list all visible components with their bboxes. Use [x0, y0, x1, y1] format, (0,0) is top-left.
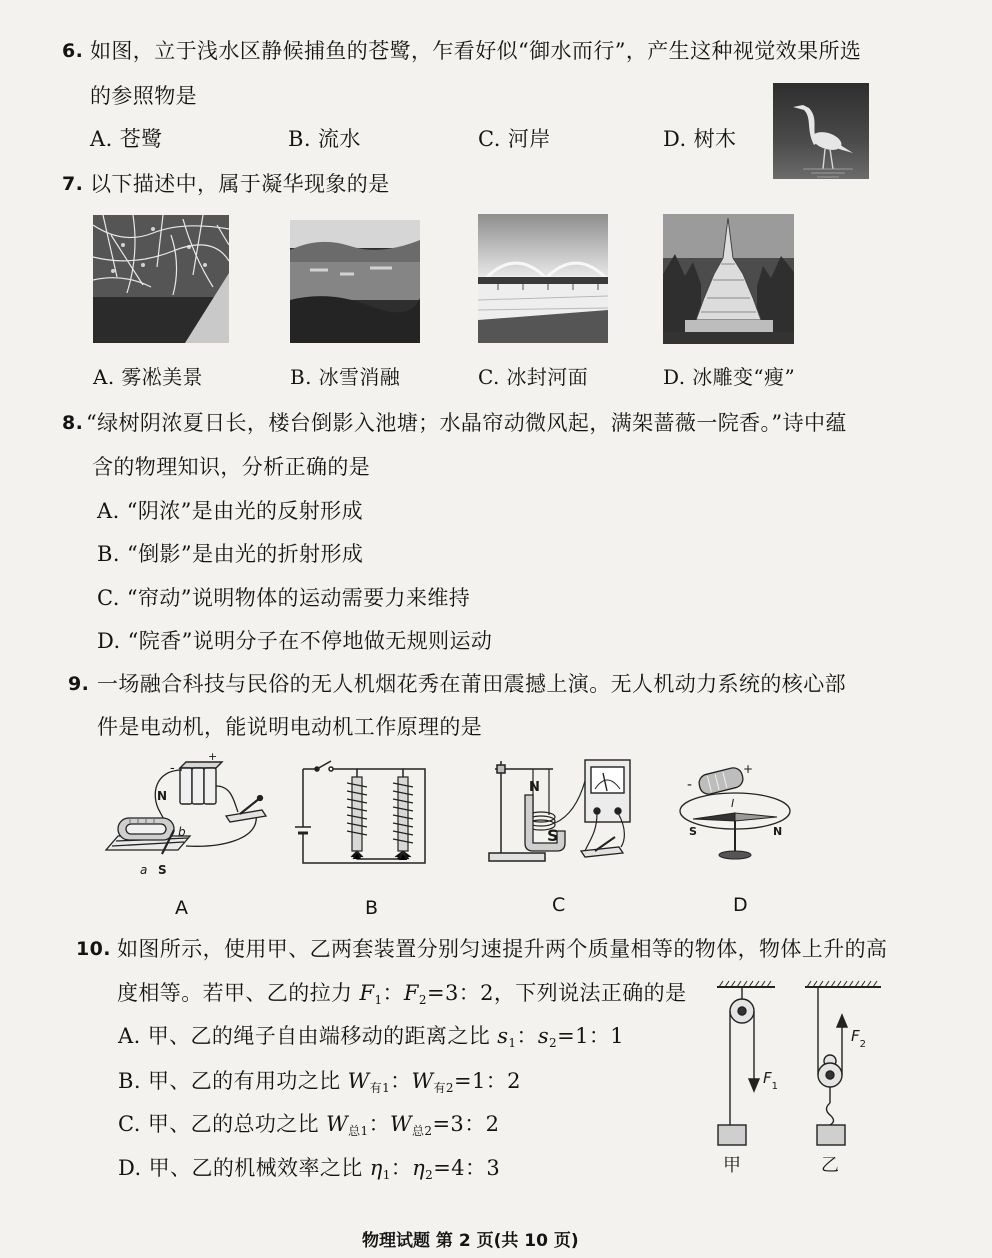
q10-option-a-var2: s — [537, 1024, 550, 1048]
q10-stem-line2-text: 度相等。若甲、乙的拉力 — [117, 981, 360, 1005]
q8-number: 8. — [62, 412, 84, 434]
galvanometer — [585, 760, 630, 822]
q8-stem-line1: “绿树阴浓夏日长，楼台倒影入池塘；水晶帘动微风起，满架蔷薇一院香。”诗中蕴 — [86, 411, 847, 435]
magnet-n-label: N — [529, 780, 540, 795]
load-block-yi — [817, 1125, 845, 1145]
battery-plus-label: + — [743, 762, 754, 776]
label-jia: 甲 — [723, 1155, 741, 1176]
q7-option-b: B. 冰雪消融 — [290, 365, 401, 389]
q10-stem-line2-tail: =3：2，下列说法正确的是 — [426, 981, 687, 1005]
compass-needle — [693, 813, 777, 859]
q10-number: 10. — [76, 938, 111, 960]
q10-stem-ratio-colon: ： — [382, 981, 404, 1005]
q10-option-d-colon: ： — [390, 1156, 413, 1180]
q10-option-b-sub1: 有1 — [369, 1081, 391, 1095]
q10-stem-force2-subscript: 2 — [418, 993, 427, 1007]
q10-option-a-text: A. 甲、乙的绳子自由端移动的距离之比 — [118, 1024, 498, 1048]
q6-stem-line1: 如图，立于浅水区静候捕鱼的苍鹭，乍看好似“御水而行”，产生这种视觉效果所选 — [90, 39, 862, 63]
q9-number: 9. — [68, 673, 90, 695]
q10-option-d-var2: η — [412, 1156, 426, 1180]
figure-d-oersted-experiment — [675, 755, 795, 870]
battery-plus-label: + — [208, 750, 218, 763]
q10-option-a-var1: s — [497, 1024, 509, 1048]
q10-option-d-value: =4：3 — [433, 1156, 501, 1180]
q6-option-c: C. 河岸 — [478, 127, 551, 151]
force-f2-label — [851, 1027, 866, 1050]
q7-number: 7. — [62, 173, 84, 195]
pulley-system-yi — [805, 981, 881, 1145]
q10-option-c-colon: ： — [368, 1112, 390, 1136]
q10-stem-force1-symbol: F — [359, 981, 375, 1005]
pulley-system-jia — [717, 981, 775, 1145]
switch — [315, 761, 333, 771]
melting-snow-photo — [290, 220, 420, 343]
q10-option-b-sub2: 有2 — [433, 1081, 454, 1095]
rod-end-a-label: a — [140, 863, 148, 877]
q7-stem-line1: 以下描述中，属于凝华现象的是 — [90, 172, 390, 196]
q10-stem-line2 — [117, 981, 686, 1005]
q10-option-c-var1: W — [326, 1112, 349, 1136]
battery-pack — [180, 762, 222, 804]
q10-option-d-sub1: 1 — [382, 1168, 391, 1182]
figure-a-rail-rod-circuit — [100, 750, 275, 880]
q6-option-b: B. 流水 — [288, 127, 361, 151]
electromagnet-right — [393, 777, 413, 851]
q10-option-c-sub1: 总1 — [348, 1124, 369, 1138]
q10-option-c-text: C. 甲、乙的总功之比 — [118, 1112, 327, 1136]
q6-number: 6. — [62, 40, 84, 62]
q10-option-b-text: B. 甲、乙的有用功之比 — [118, 1069, 348, 1093]
q10-option-d-text: D. 甲、乙的机械效率之比 — [118, 1156, 370, 1180]
q10-option-c — [118, 1112, 499, 1136]
force-f1-label — [763, 1069, 778, 1092]
q10-option-a-value: =1：1 — [557, 1024, 624, 1048]
knife-switch — [226, 796, 266, 823]
q8-option-b: B. “倒影”是由光的折射形成 — [97, 542, 364, 566]
q10-option-c-sub2: 总2 — [412, 1124, 433, 1138]
heron-photo — [773, 83, 869, 179]
magnet-s-label: S — [158, 863, 167, 877]
force-f2-symbol: F — [851, 1027, 860, 1045]
q10-stem-line1: 如图所示，使用甲、乙两套装置分别匀速提升两个质量相等的物体，物体上升的高 — [117, 937, 888, 961]
q7-option-c: C. 冰封河面 — [478, 365, 589, 389]
q8-stem-line2: 含的物理知识，分析正确的是 — [92, 455, 371, 479]
force-f2-subscript: 2 — [859, 1038, 867, 1050]
q7-option-a: A. 雾凇美景 — [93, 365, 203, 389]
page-footer: 物理试题 第 2 页(共 10 页) — [362, 1231, 579, 1251]
q10-stem-force1-subscript: 1 — [374, 993, 383, 1007]
q10-option-c-var2: W — [390, 1112, 412, 1136]
force-f1-subscript: 1 — [771, 1080, 779, 1092]
q10-option-d-sub2: 2 — [425, 1168, 434, 1182]
q8-option-c: C. “帘动”说明物体的运动需要力来维持 — [97, 586, 471, 610]
figure-c-coil-galvanometer — [485, 755, 635, 867]
rod-end-b-label: b — [178, 825, 186, 839]
ice-sculpture-photo — [663, 214, 794, 344]
force-f1-symbol: F — [763, 1069, 772, 1087]
q10-option-a — [118, 1024, 624, 1048]
needle-n-label: N — [773, 825, 783, 838]
q10-option-d-var1: η — [369, 1156, 383, 1180]
magnet-n-label: N — [157, 789, 168, 803]
q10-option-b-var1: W — [347, 1069, 370, 1093]
battery-minus-label: - — [170, 761, 175, 776]
q6-option-a: A. 苍鹭 — [90, 127, 163, 151]
needle-s-label: S — [689, 825, 697, 838]
battery-minus-label: - — [687, 777, 693, 793]
q10-option-a-colon: ： — [516, 1024, 538, 1048]
q10-option-b — [118, 1069, 521, 1093]
magnet-s-label: S — [547, 826, 559, 845]
current-label: I — [731, 797, 735, 810]
frozen-river-photo — [478, 214, 608, 343]
battery — [697, 766, 745, 796]
q8-option-d: D. “院香”说明分子在不停地做无规则运动 — [97, 629, 493, 653]
q6-stem-line2: 的参照物是 — [90, 84, 197, 108]
q10-stem-force2-symbol: F — [403, 981, 419, 1005]
q6-option-d: D. 树木 — [663, 127, 737, 151]
label-yi: 乙 — [821, 1155, 839, 1176]
q10-option-b-var2: W — [411, 1069, 434, 1093]
u-magnet — [525, 795, 565, 851]
q10-option-a-sub1: 1 — [508, 1036, 517, 1050]
figure-a-label: A — [175, 897, 189, 919]
pulley-systems-figure — [705, 975, 890, 1180]
figure-b-electromagnets — [295, 755, 435, 875]
battery — [295, 827, 311, 841]
electromagnet-left — [347, 777, 367, 851]
q10-option-c-value: =3：2 — [432, 1112, 500, 1136]
q10-option-a-sub2: 2 — [549, 1036, 558, 1050]
q10-option-b-value: =1：2 — [453, 1069, 521, 1093]
horseshoe-magnet — [118, 818, 174, 840]
figure-d-label: D — [733, 894, 749, 916]
figure-b-label: B — [365, 897, 379, 919]
load-block-jia — [718, 1125, 746, 1145]
q10-option-d — [118, 1156, 500, 1180]
q7-option-d: D. 冰雕变“瘦” — [663, 365, 796, 389]
q10-option-b-colon: ： — [390, 1069, 412, 1093]
q8-option-a: A. “阴浓”是由光的反射形成 — [97, 499, 363, 523]
q9-stem-line1: 一场融合科技与民俗的无人机烟花秀在莆田震撼上演。无人机动力系统的核心部 — [97, 672, 846, 696]
q9-stem-line2: 件是电动机，能说明电动机工作原理的是 — [97, 715, 483, 739]
figure-c-label: C — [552, 894, 566, 916]
rime-scenery-photo — [93, 215, 229, 343]
